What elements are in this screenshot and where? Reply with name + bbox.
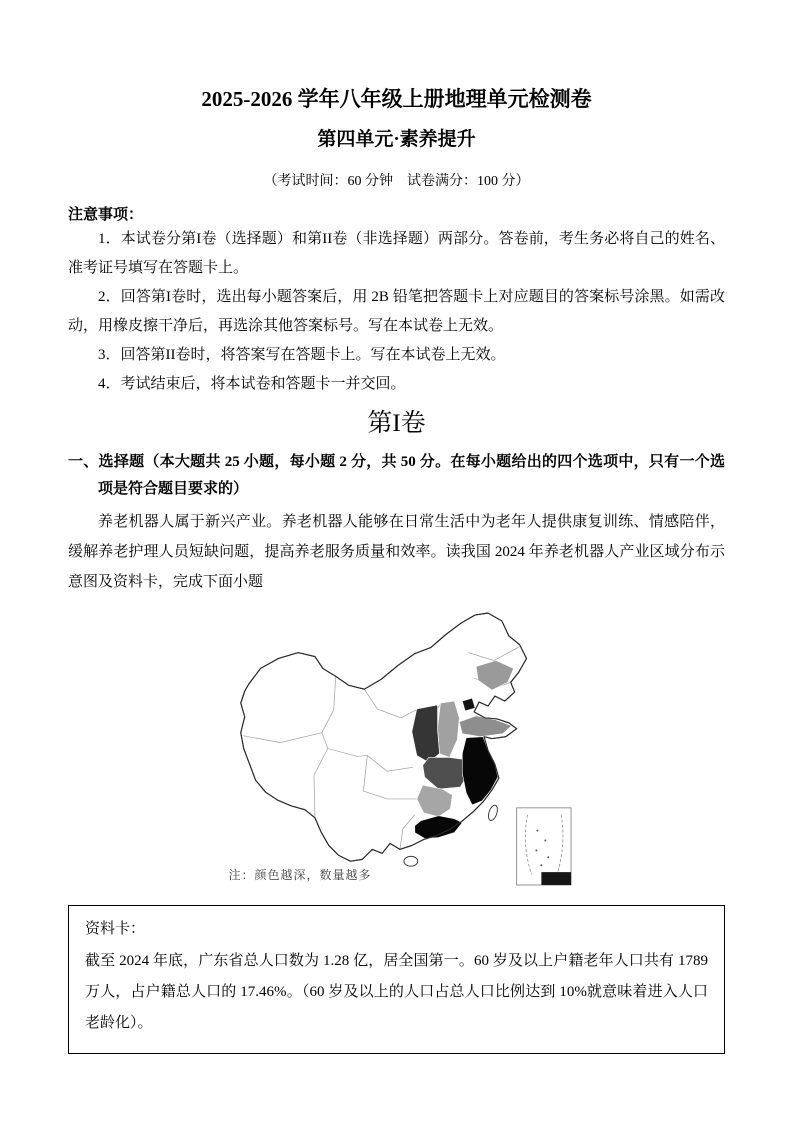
hainan-island [403, 856, 417, 866]
info-card-body: 截至 2024 年底，广东省总人口数为 1.28 亿，居全国第一。60 岁及以上户籍老年人口共有 1789 万人，占户籍总人口的 17.46%。（60 岁及以上的人口占总人口比例达到 10%就意味着进入人口老龄化）。 [85, 953, 708, 1031]
question-intro-paragraph: 养老机器人属于新兴产业。养老机器人能够在日常生活中为老年人提供康复训练、情感陪伴，缓解养老护理人员短缺问题，提高养老服务质量和效率。读我国 2024 年养老机器人产业区域分布示意图及资料卡，完成下面小题 [68, 514, 725, 590]
notice-heading: 注意事项： [68, 207, 144, 223]
section-1-title: 第I卷 [367, 410, 426, 437]
notice-item-1: 1．本试卷分第I卷（选择题）和第II卷（非选择题）两部分。答卷前，考生务必将自己的姓名、准考证号填写在答题卡上。 [68, 231, 725, 276]
info-card [68, 905, 725, 1054]
question-group-heading: 一、选择题（本大题共 25 小题，每小题 2 分，共 50 分。在每小题给出的四个选项中，只有一个选项是符合题目要求的） [68, 454, 725, 497]
map-shade-note: 注：颜色越深，数量越多 [228, 868, 372, 882]
watermark-badge [541, 872, 571, 885]
notice-item-4: 4．考试结束后，将本试卷和答题卡一并交回。 [98, 376, 406, 392]
china-distribution-map [219, 607, 575, 894]
page-title: 2025-2026 学年八年级上册地理单元检测卷 [201, 87, 592, 111]
page-subtitle: 第四单元·素养提升 [317, 129, 476, 150]
exam-info-line: （考试时间：60 分钟 试卷满分：100 分） [263, 174, 530, 189]
notice-item-3: 3．回答第II卷时，将答案写在答题卡上。写在本试卷上无效。 [98, 347, 506, 363]
china-map-figure [219, 607, 575, 899]
info-card-heading: 资料卡： [85, 921, 146, 937]
taiwan-island [486, 804, 498, 821]
notice-item-2: 2．回答第I卷时，选出每小题答案后，用 2B 铅笔把答题卡上对应题目的答案标号涂黑。如需改动，用橡皮擦干净后，再选涂其他答案标号。写在本试卷上无效。 [68, 289, 725, 334]
region-east-coast-darkest [462, 737, 498, 805]
